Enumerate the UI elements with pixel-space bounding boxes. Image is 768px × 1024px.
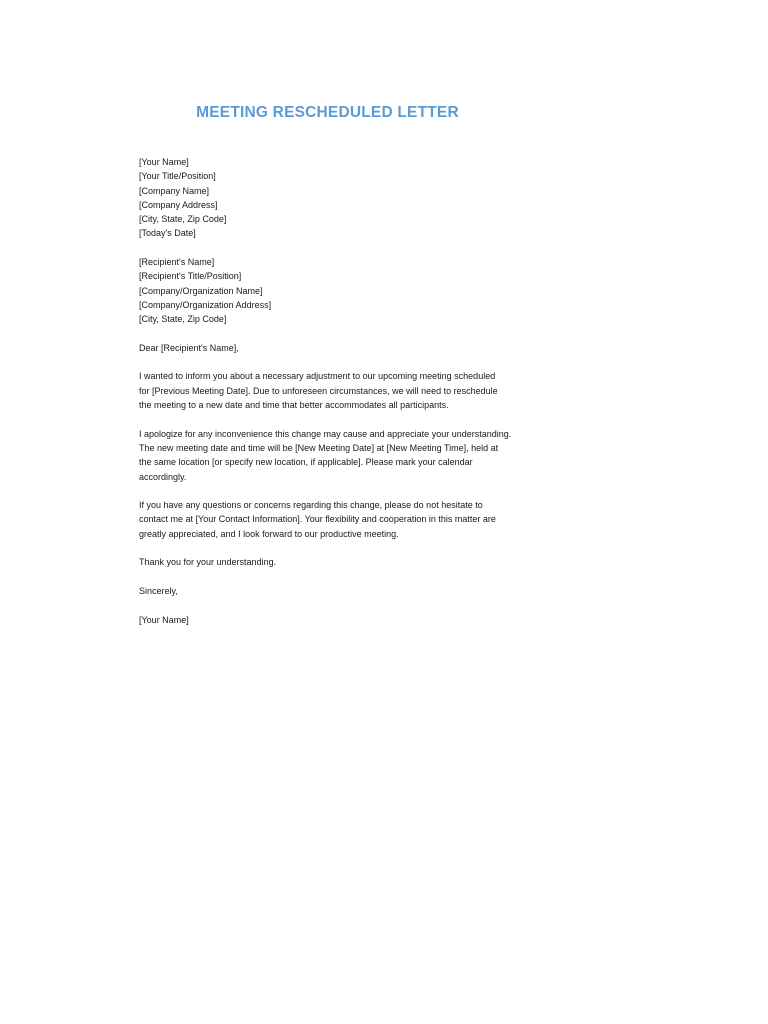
salutation: Dear [Recipient's Name], bbox=[139, 342, 239, 353]
recipient-title: [Recipient's Title/Position] bbox=[139, 271, 242, 282]
recipient-address: [Company/Organization Address] bbox=[139, 299, 272, 310]
paragraph-line: for [Previous Meeting Date]. Due to unforeseen circumstances, we will need to reschedule bbox=[139, 385, 498, 396]
spacer bbox=[139, 327, 529, 341]
paragraph-1 bbox=[139, 369, 529, 412]
signature-name: [Your Name] bbox=[139, 614, 189, 625]
sender-company: [Company Name] bbox=[139, 185, 210, 196]
spacer bbox=[139, 570, 529, 584]
paragraph-line: greatly appreciated, and I look forward to our productive meeting. bbox=[139, 528, 399, 539]
sender-title: [Your Title/Position] bbox=[139, 171, 216, 182]
paragraph-line: The new meeting date and time will be [New Meeting Date] at [New Meeting Time], held at bbox=[139, 442, 499, 453]
spacer bbox=[139, 355, 529, 369]
recipient-address-block bbox=[139, 255, 529, 326]
paragraph-line: the meeting to a new date and time that better accommodates all participants. bbox=[139, 400, 449, 411]
closing: Sincerely, bbox=[139, 585, 178, 596]
paragraph-line: I apologize for any inconvenience this change may cause and appreciate your understanding. bbox=[139, 428, 512, 439]
spacer bbox=[139, 541, 529, 555]
recipient-city-state-zip: [City, State, Zip Code] bbox=[139, 314, 227, 325]
paragraph-3 bbox=[139, 498, 529, 541]
letter-body bbox=[139, 155, 529, 627]
paragraph-line: I wanted to inform you about a necessary adjustment to our upcoming meeting scheduled bbox=[139, 371, 496, 382]
paragraph-line: accordingly. bbox=[139, 471, 187, 482]
paragraph-line: the same location [or specify new location, if applicable]. Please mark your calendar bbox=[139, 457, 473, 468]
spacer bbox=[139, 241, 529, 255]
paragraph-line: contact me at [Your Contact Information]. Your flexibility and cooperation in this matter are bbox=[139, 514, 496, 525]
spacer bbox=[139, 412, 529, 426]
letter-date: [Today's Date] bbox=[139, 228, 196, 239]
sender-name: [Your Name] bbox=[139, 157, 189, 167]
document-title: MEETING RESCHEDULED LETTER bbox=[196, 104, 459, 121]
sender-address: [Company Address] bbox=[139, 199, 218, 210]
paragraph-2 bbox=[139, 427, 529, 484]
thanks-line: Thank you for your understanding. bbox=[139, 557, 277, 568]
recipient-organization: [Company/Organization Name] bbox=[139, 285, 263, 296]
recipient-name: [Recipient's Name] bbox=[139, 257, 215, 268]
spacer bbox=[139, 598, 529, 612]
sender-address-block bbox=[139, 155, 529, 241]
spacer bbox=[139, 484, 529, 498]
paragraph-line: If you have any questions or concerns regarding this change, please do not hesitate to bbox=[139, 500, 483, 511]
sender-city-state-zip: [City, State, Zip Code] bbox=[139, 214, 227, 225]
